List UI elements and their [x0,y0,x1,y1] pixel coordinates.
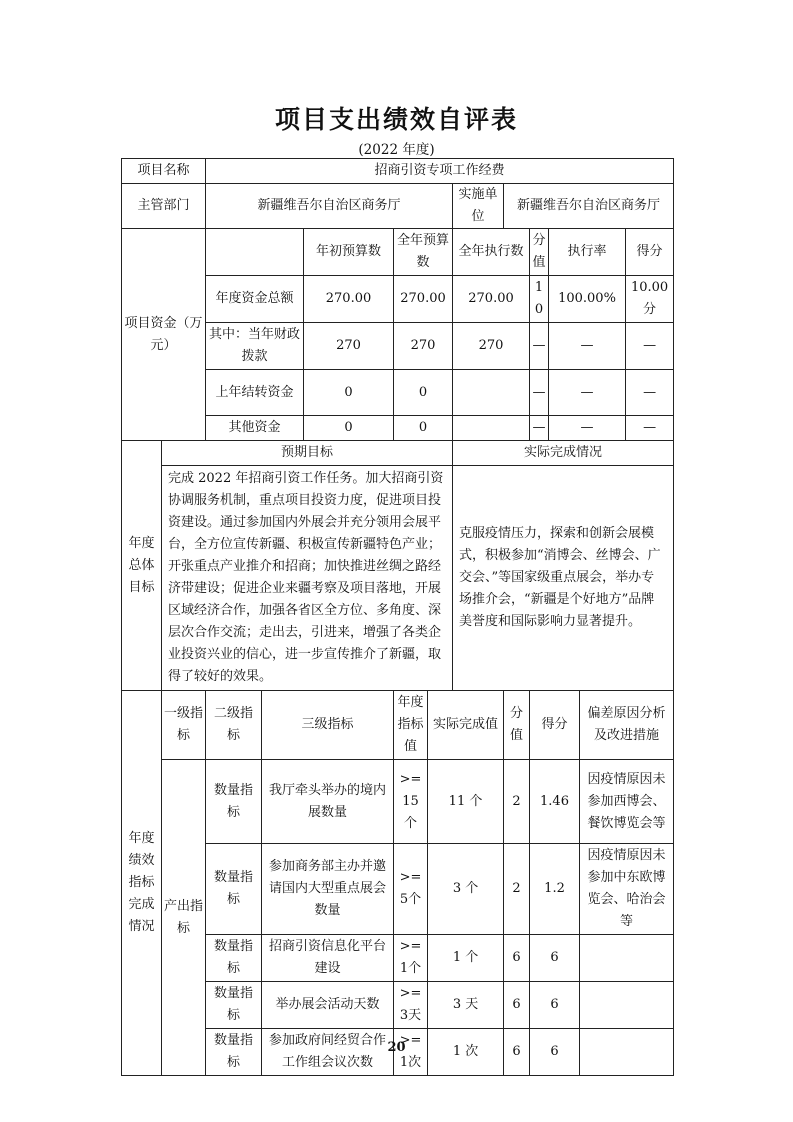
fiscal-year: (2022 年度) [358,142,435,158]
fund-header-executed: 全年执行数 [453,229,530,276]
fund-header-score: 得分 [626,229,674,276]
fund-cell: 0 [304,416,394,441]
perf-target: >=1个 [394,935,428,982]
perf-target: >=15个 [394,760,428,844]
fund-header-initial: 年初预算数 [304,229,394,276]
fund-cell: — [626,370,674,416]
perf-score-value: 2 [504,844,530,935]
fund-row-label: 其他资金 [206,416,304,441]
fund-cell: — [549,370,626,416]
label-funds: 项目资金（万元） [122,229,206,441]
fund-cell: — [549,416,626,441]
label-goal: 年度总体目标 [122,441,162,691]
perf-l2: 数量指标 [206,844,262,935]
expected-goal-text: 完成 2022 年招商引资工作任务。加大招商引资协调服务机制，重点项目投资力度，促进项目投资建设。通过参加国内外展会并充分领用会展平台，全方位宣传新疆、积极宣传新疆特色产业；开张重点产业推介和招商；加快推进丝绸之路经济带建设；促进企业来疆考察及项目落地，开展区域经济合作，加强各省区全方位、多角度、深层次合作交流；走出去，引进来，增强了各类企业投资兴业的信心，进一步宣传推介了新疆，取得了较好的效果。 [162,466,453,691]
fund-cell: — [530,416,549,441]
perf-actual: 11 个 [428,760,504,844]
fund-cell: 270 [394,323,453,370]
fund-cell: 270 [304,323,394,370]
fund-cell [453,370,530,416]
perf-l2: 数量指标 [206,982,262,1029]
label-impl-unit: 实施单位 [453,184,504,229]
perf-score-value: 6 [504,982,530,1029]
perf-score: 6 [530,1029,580,1076]
actual-result-text: 克服疫情压力，探索和创新会展模式，积极参加“消博会、丝博会、广交会、”等国家级重点展会，举办专场推介会，“新疆是个好地方”品牌美誉度和国际影响力显著提升。 [453,466,674,691]
page-title: 项目支出绩效自评表 [274,105,518,134]
perf-l2: 数量指标 [206,1029,262,1076]
fund-header-rate: 执行率 [549,229,626,276]
label-dept: 主管部门 [122,184,206,229]
perf-header-l1: 一级指标 [162,691,206,760]
fund-cell: 100.00% [549,276,626,323]
fund-cell: — [530,370,549,416]
performance-table [121,158,674,1076]
perf-target: >=3天 [394,982,428,1029]
fund-cell: — [530,323,549,370]
perf-l3: 举办展会活动天数 [262,982,394,1029]
perf-score-value: 2 [504,760,530,844]
fund-cell: 270.00 [304,276,394,323]
perf-score: 6 [530,935,580,982]
fund-header-score-value: 分值 [530,229,549,276]
level1-indicator: 产出指标 [162,760,206,1076]
perf-score-value: 6 [504,935,530,982]
perf-header-l2: 二级指标 [206,691,262,760]
perf-score: 1.46 [530,760,580,844]
fund-header-blank [206,229,304,276]
perf-l3: 参加政府间经贸合作工作组会议次数 [262,1029,394,1076]
fund-cell [453,416,530,441]
perf-actual: 1 个 [428,935,504,982]
perf-reason: 因疫情原因未参加中东欧博览会、哈治会等 [580,844,674,935]
perf-header-score-value: 分值 [504,691,530,760]
goal-header-actual: 实际完成情况 [453,441,674,466]
impl-unit-value: 新疆维吾尔自治区商务厅 [504,184,674,229]
dept-value: 新疆维吾尔自治区商务厅 [206,184,453,229]
fund-row-label: 其中：当年财政拨款 [206,323,304,370]
perf-header-reason: 偏差原因分析及改进措施 [580,691,674,760]
perf-header-actual: 实际完成值 [428,691,504,760]
perf-l3: 招商引资信息化平台建设 [262,935,394,982]
perf-l2: 数量指标 [206,935,262,982]
perf-l3: 我厅牵头举办的境内展数量 [262,760,394,844]
fund-cell: 0 [304,370,394,416]
page-number: 20 [387,1040,406,1055]
fund-cell: 10 [530,276,549,323]
perf-reason: 因疫情原因未参加西博会、餐饮博览会等 [580,760,674,844]
fund-cell: — [626,323,674,370]
perf-reason [580,982,674,1029]
fund-row-label: 年度资金总额 [206,276,304,323]
perf-score: 6 [530,982,580,1029]
perf-header-target: 年度指标值 [394,691,428,760]
perf-l3: 参加商务部主办并邀请国内大型重点展会数量 [262,844,394,935]
perf-actual: 3 个 [428,844,504,935]
fund-cell: 270.00 [453,276,530,323]
label-project-name: 项目名称 [122,159,206,184]
perf-header-l3: 三级指标 [262,691,394,760]
perf-actual: 1 次 [428,1029,504,1076]
label-perf: 年度绩效指标完成情况 [122,691,162,1076]
fund-cell: 10.00分 [626,276,674,323]
perf-header-score: 得分 [530,691,580,760]
fund-cell: — [626,416,674,441]
perf-score: 1.2 [530,844,580,935]
perf-target: >=5个 [394,844,428,935]
perf-actual: 3 天 [428,982,504,1029]
fund-header-annual: 全年预算数 [394,229,453,276]
fund-row-label: 上年结转资金 [206,370,304,416]
fund-cell: 0 [394,416,453,441]
project-name-value: 招商引资专项工作经费 [206,159,674,184]
perf-target: >=1次 [394,1029,428,1076]
perf-l2: 数量指标 [206,760,262,844]
fund-cell: — [549,323,626,370]
perf-score-value: 6 [504,1029,530,1076]
perf-reason [580,935,674,982]
fund-cell: 0 [394,370,453,416]
goal-header-expected: 预期目标 [162,441,453,466]
fund-cell: 270.00 [394,276,453,323]
fund-cell: 270 [453,323,530,370]
